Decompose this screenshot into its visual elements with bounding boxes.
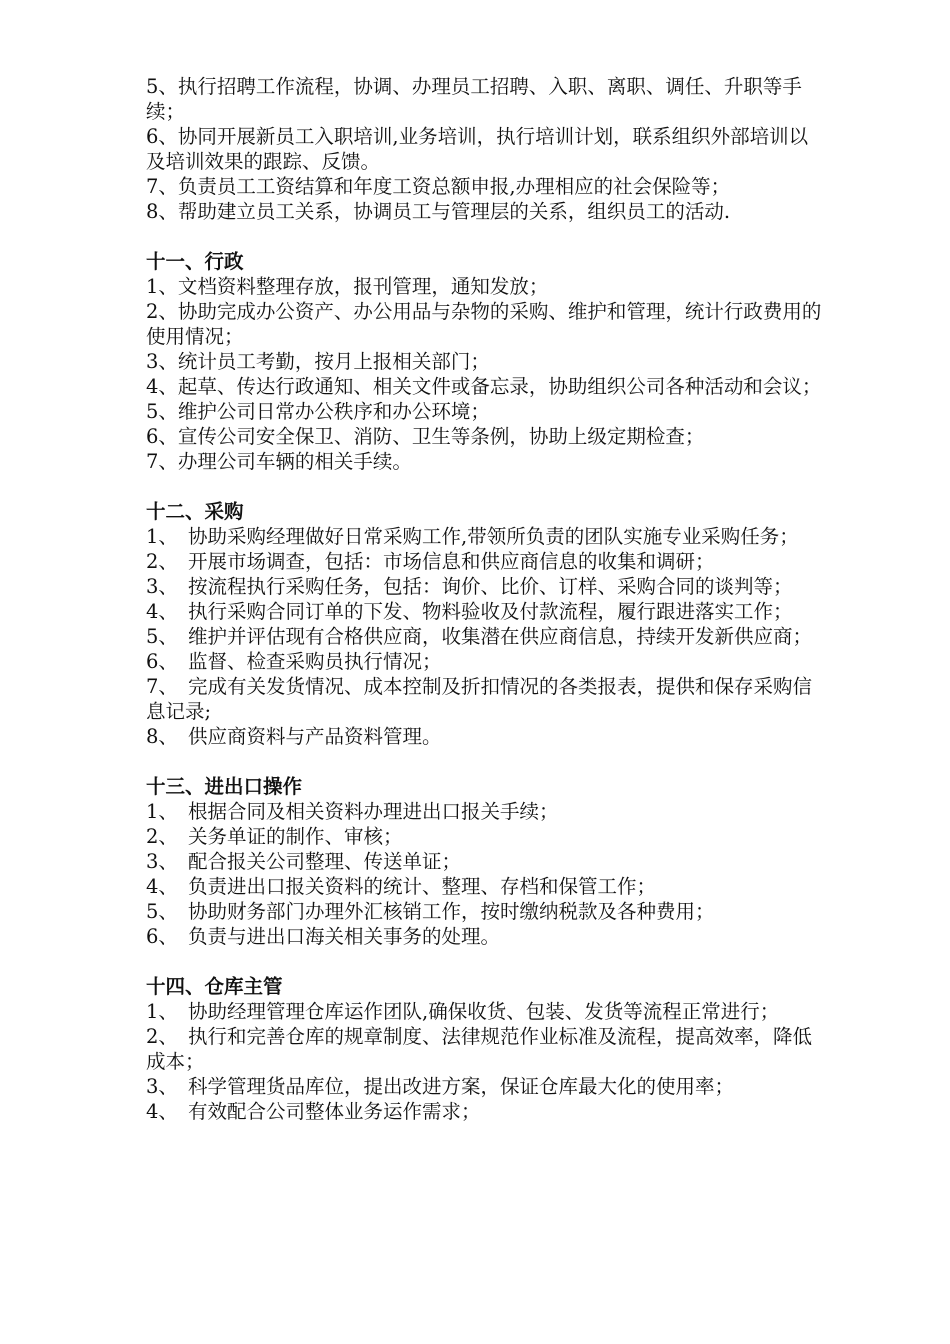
item-number: 3、 <box>146 575 178 598</box>
item-text: 配合报关公司整理、传送单证； <box>188 850 462 873</box>
list-item <box>146 624 826 649</box>
item-number: 5、 <box>146 625 178 648</box>
list-item <box>146 999 826 1024</box>
list-item <box>146 849 826 874</box>
list-item <box>146 924 826 949</box>
list-item: 2、协助完成办公资产、办公用品与杂物的采购、维护和管理，统计行政费用的使用情况； <box>146 300 822 348</box>
item-text: 协助财务部门办理外汇核销工作，按时缴纳税款及各种费用； <box>188 900 715 923</box>
list-item <box>146 674 826 724</box>
list-item <box>146 574 826 599</box>
list-item: 7、办理公司车辆的相关手续。 <box>146 450 412 473</box>
item-number: 1、 <box>146 525 178 548</box>
item-text: 完成有关发货情况、成本控制及折扣情况的各类报表，提供和保存采购信息记录; <box>146 675 813 723</box>
item-text: 监督、检查采购员执行情况； <box>188 650 442 673</box>
item-text: 关务单证的制作、审核； <box>188 825 403 848</box>
section-heading: 十二、采购 <box>146 500 244 523</box>
list-item <box>146 524 826 549</box>
list-item <box>146 899 826 924</box>
list-item: 4、起草、传达行政通知、相关文件或备忘录，协助组织公司各种活动和会议； <box>146 375 822 398</box>
item-text: 根据合同及相关资料办理进出口报关手续； <box>188 800 559 823</box>
list-item <box>146 824 826 849</box>
section-warehouse <box>146 974 826 1124</box>
list-item <box>146 1099 826 1124</box>
item-text: 有效配合公司整体业务运作需求； <box>188 1100 481 1123</box>
list-item <box>146 874 826 899</box>
list-item: 7、负责员工工资结算和年度工资总额申报,办理相应的社会保险等； <box>146 175 731 198</box>
item-text: 开展市场调查，包括：市场信息和供应商信息的收集和调研； <box>188 550 715 573</box>
item-text: 供应商资料与产品资料管理。 <box>188 725 442 748</box>
item-number: 1、 <box>146 800 178 823</box>
list-item <box>146 599 826 624</box>
list-item <box>146 549 826 574</box>
list-item: 6、协同开展新员工入职培训,业务培训，执行培训计划，联系组织外部培训以及培训效果的跟踪、反馈。 <box>146 125 809 173</box>
item-number: 6、 <box>146 650 178 673</box>
item-number: 3、 <box>146 1075 178 1098</box>
list-item: 6、宣传公司安全保卫、消防、卫生等条例，协助上级定期检查； <box>146 425 705 448</box>
list-item <box>146 1024 826 1074</box>
section-heading: 十三、进出口操作 <box>146 775 303 798</box>
list-item: 5、维护公司日常办公秩序和办公环境； <box>146 400 490 423</box>
list-item: 3、统计员工考勤，按月上报相关部门； <box>146 350 490 373</box>
list-item <box>146 799 826 824</box>
item-text: 科学管理货品库位，提出改进方案，保证仓库最大化的使用率； <box>188 1075 735 1098</box>
item-number: 2、 <box>146 825 178 848</box>
list-item: 1、文档资料整理存放，报刊管理，通知发放； <box>146 275 549 298</box>
item-number: 5、 <box>146 900 178 923</box>
section-import-export <box>146 774 826 949</box>
item-text: 按流程执行采购任务，包括：询价、比价、订样、采购合同的谈判等； <box>188 575 793 598</box>
item-text: 执行采购合同订单的下发、物料验收及付款流程，履行跟进落实工作； <box>188 600 793 623</box>
section-procurement <box>146 499 826 749</box>
list-item <box>146 649 826 674</box>
item-number: 8、 <box>146 725 178 748</box>
item-text: 维护并评估现有合格供应商，收集潜在供应商信息，持续开发新供应商； <box>188 625 813 648</box>
item-text: 负责进出口报关资料的统计、整理、存档和保管工作； <box>188 875 657 898</box>
item-number: 3、 <box>146 850 178 873</box>
list-item <box>146 724 826 749</box>
document-page <box>146 74 826 1149</box>
item-text: 协助经理管理仓库运作团队,确保收货、包装、发货等流程正常进行； <box>188 1000 780 1023</box>
item-number: 2、 <box>146 1025 178 1048</box>
intro-list <box>146 74 826 224</box>
item-text: 执行和完善仓库的规章制度、法律规范作业标准及流程，提高效率，降低成本； <box>146 1025 813 1073</box>
list-item <box>146 1074 826 1099</box>
item-number: 7、 <box>146 675 178 698</box>
item-number: 6、 <box>146 925 178 948</box>
item-text: 负责与进出口海关相关事务的处理。 <box>188 925 501 948</box>
item-text: 协助采购经理做好日常采购工作,带领所负责的团队实施专业采购任务； <box>188 525 799 548</box>
section-admin <box>146 249 826 474</box>
item-number: 4、 <box>146 875 178 898</box>
item-number: 1、 <box>146 1000 178 1023</box>
list-item: 8、帮助建立员工关系，协调员工与管理层的关系，组织员工的活动. <box>146 200 731 223</box>
list-item: 5、执行招聘工作流程，协调、办理员工招聘、入职、离职、调任、升职等手续； <box>146 75 802 123</box>
item-number: 4、 <box>146 600 178 623</box>
item-number: 2、 <box>146 550 178 573</box>
section-heading: 十一、行政 <box>146 250 244 273</box>
item-number: 4、 <box>146 1100 178 1123</box>
section-heading: 十四、仓库主管 <box>146 975 283 998</box>
